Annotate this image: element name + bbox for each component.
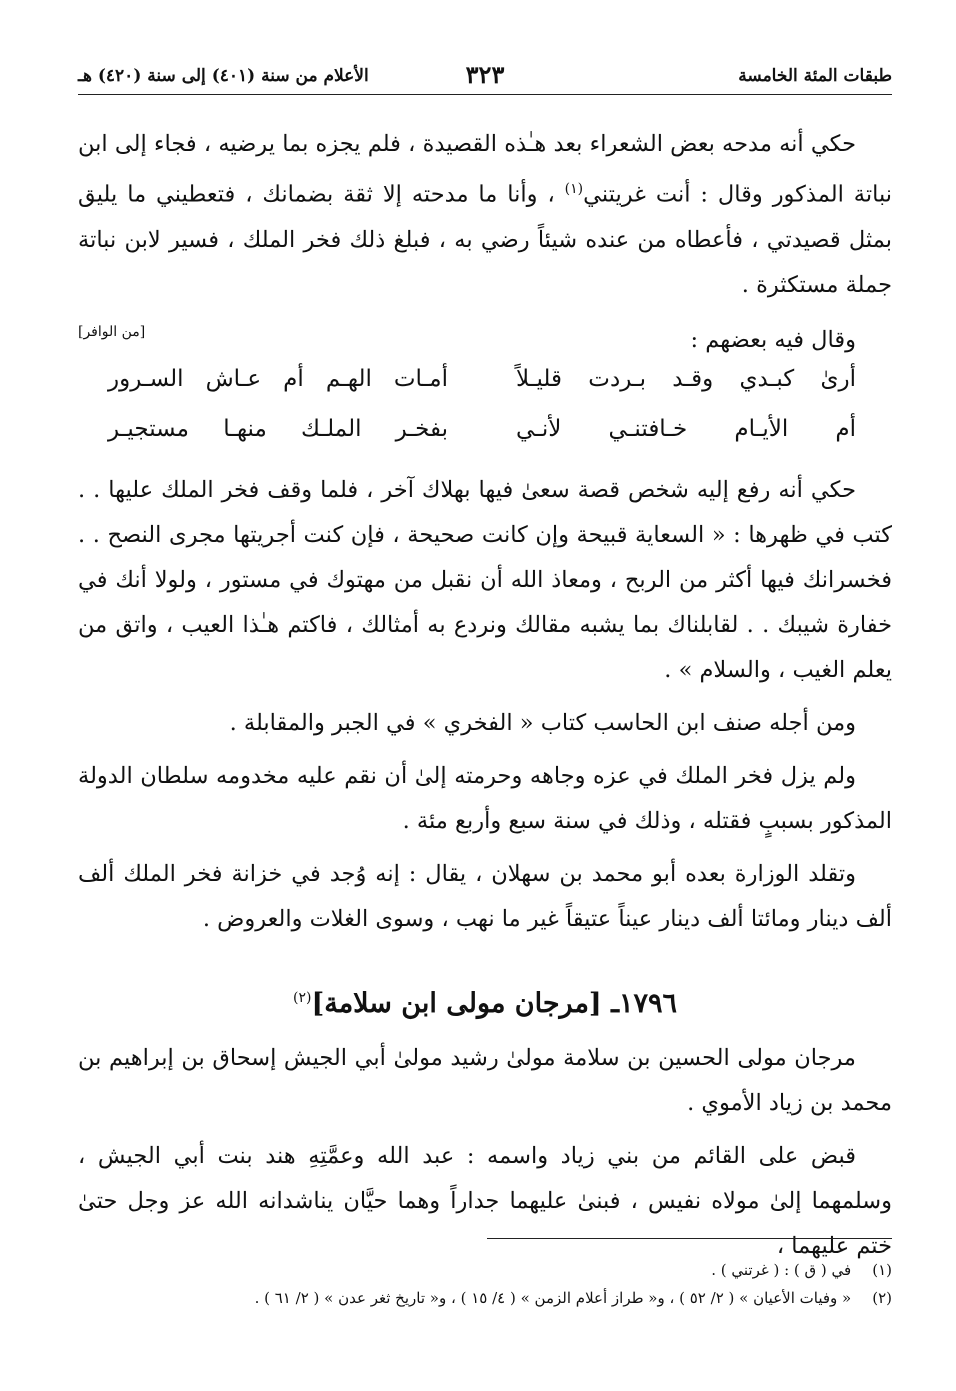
- biography-heading: [78, 976, 892, 1026]
- footnote-number: (١): [872, 1261, 892, 1279]
- paragraph-death: ولم يزل فخر الملك في عزه وجاهه وحرمته إلىٰ أن نقم عليه مخدومه سلطان الدولة المذكور بسببٍ فقتله ، وذلك في سنة سبع وأربع مئة .: [78, 762, 892, 834]
- footnote-number: (٢): [872, 1289, 892, 1307]
- heading-text: ١٧٩٦ـ [مرجان مولى ابن سلامة]: [311, 987, 678, 1019]
- paragraph-text: حكي أنه مدحه بعض الشعراء بعد هـٰذه القصيدة ، فلم يجزه بما يرضيه ، فجاء إلى ابن نباتة المذكور وقال : أنت غريتني: [78, 131, 892, 208]
- paragraph-successor: وتقلد الوزارة بعده أبو محمد بن سهلان ، يقال : إنه وُجد في خزانة فخر الملك ألف ألف دينار ومائتا ألف دينار عيناً عتيقاً غير ما نهب ، وسوى الغلات والعروض .: [78, 860, 892, 932]
- verse-first-hemistich: أرىٰ كبـدي وقـد بـردت قليـلاً: [516, 365, 856, 392]
- paragraph-lineage: مرجان مولى الحسين بن سلامة مولىٰ رشيد مولىٰ أبي الجيش إسحاق بن إبراهيم بن محمد بن زياد الأموي .: [78, 1044, 892, 1116]
- footnote: [78, 1284, 892, 1312]
- footnotes: [78, 1256, 892, 1312]
- main-text: [78, 122, 892, 1269]
- verse-second-hemistich: بفخـر الملـك منهـا مستجيـر: [108, 415, 448, 442]
- header-year-range: الأعلام من سنة (٤٠١) إلى سنة (٤٢٠) هـ: [78, 66, 369, 86]
- running-header: [78, 60, 892, 95]
- paragraph-book-dedication: ومن أجله صنف ابن الحاسب كتاب « الفخري » في الجبر والمقابلة .: [229, 709, 856, 736]
- footnote-ref-1: (١): [564, 181, 584, 197]
- paragraph-text: ، وأنا ما مدحته إلا ثقة بضمانك ، فتعطيني ما يليق بمثل قصيدتي ، فأعطاه من عنده شيئاً رضي به ، فبلغ ذلك فخر الملك ، فسير لابن نباتة جملة مستكثرة .: [78, 181, 892, 298]
- verse-intro-text: وقال فيه بعضهم :: [690, 326, 856, 353]
- paragraph-poet-anecdote: [78, 122, 892, 308]
- footnote-divider: [487, 1238, 892, 1239]
- footnote-text: في ( ق ) : ( غرتني ) .: [711, 1261, 852, 1279]
- footnote-ref-2: (٢): [292, 989, 312, 1006]
- poetic-meter-label: [من الوافر]: [78, 323, 146, 340]
- verse-first-hemistich: أم الأيـام خـافتنـي لأنـي: [516, 415, 856, 442]
- paragraph-petition-anecdote: حكي أنه رفع إليه شخص قصة سعىٰ فيها بهلاك آخر ، فلما وقف فخر الملك عليها . . كتب في ظهرها : « السعاية قبيحة وإن كانت صحيحة ، فإن كنت أجريتها مجرى النصح . . فخسرانك فيها أكثر من الربح ، ومعاذ الله أن نقبل من مهتوك في مستور ، ولولا أنك في خفارة شيبك . . لقابلناك بما يشبه مقالك ونردع به أمثالك ، فاكتم هـٰذا العيب ، واتق من يعلم الغيب ، والسلام » .: [78, 476, 892, 683]
- footnote-text: « وفيات الأعيان » ( ٢/ ٥٢ ) ، و« طراز أعلام الزمن » ( ٤/ ١٥ ) ، و« تاريخ ثغر عدن » ( ٢/ ٦١ ) .: [254, 1289, 852, 1307]
- verse-line: [78, 360, 892, 410]
- header-section-title: طبقات المئة الخامسة: [738, 66, 892, 86]
- paragraph-imprisonment: قبض على القائم من بني زياد واسمه : عبد الله وعمَّتِهِ هند بنت أبي الجيش ، وسلمهما إلىٰ مولاه نفيس ، فبنىٰ عليهما جداراً وهما حيَّان يناشدانه الله عز وجل حتىٰ ختم عليهما ،: [78, 1142, 892, 1259]
- page-number: ٣٢٣: [465, 60, 505, 89]
- verse-second-hemistich: أمـات الهـم أم عـاش السـرور: [108, 365, 448, 392]
- verse-line: [78, 410, 892, 460]
- footnote: [78, 1256, 892, 1284]
- verse-intro: [78, 320, 892, 360]
